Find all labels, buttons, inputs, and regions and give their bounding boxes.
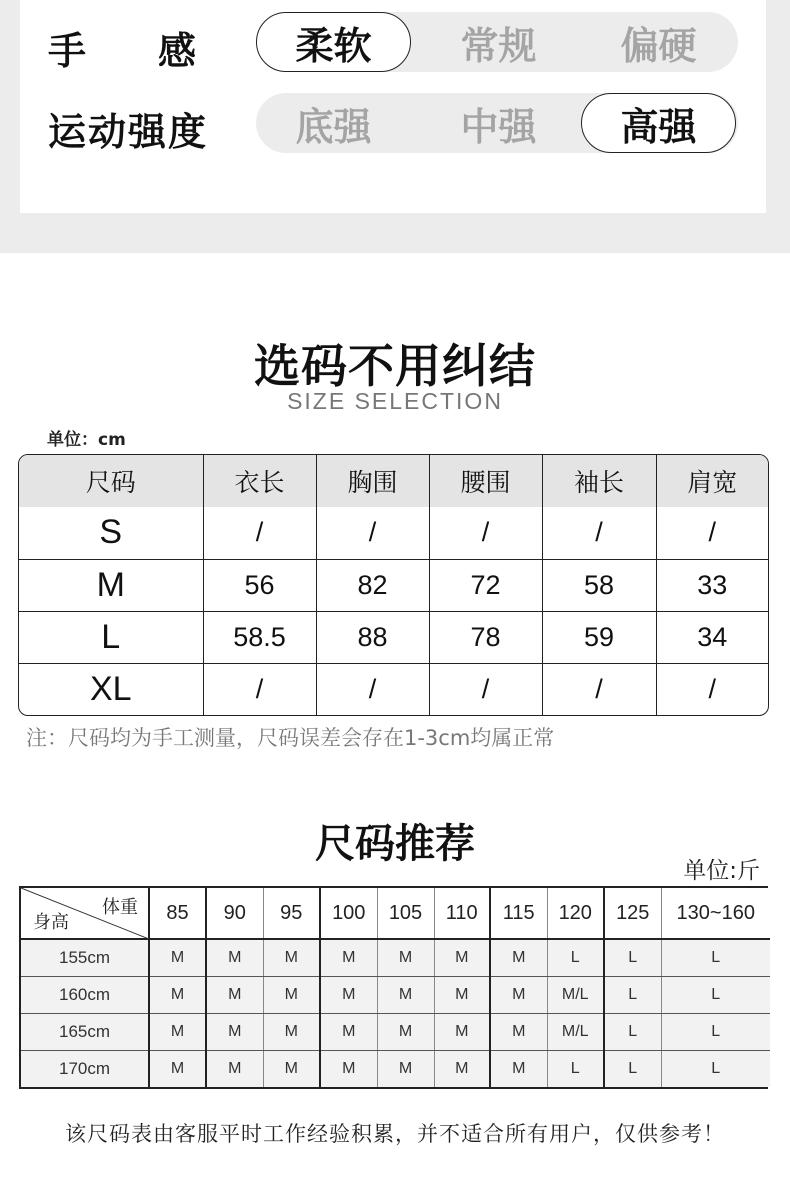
size-cell: M <box>263 976 320 1013</box>
length-cell: 56 <box>203 559 316 611</box>
stretch-option-high: 高强 <box>581 93 736 153</box>
recommendation-disclaimer: 该尺码表由客服平时工作经验积累，并不适合所有用户，仅供参考！ <box>65 1122 725 1146</box>
size-cell: M <box>490 1050 547 1087</box>
shoulder-cell: / <box>708 673 716 704</box>
size-cell: M <box>320 1050 377 1087</box>
size-chart-table <box>18 454 769 716</box>
table-row <box>19 611 768 663</box>
feel-label-char-1: 手 <box>48 29 89 73</box>
chest-cell: 82 <box>316 559 429 611</box>
column-header-waist: 腰围 <box>429 455 542 507</box>
size-cell: L <box>604 976 661 1013</box>
feel-option-firm: 偏硬 <box>620 23 697 68</box>
feel-label-char-2: 感 <box>157 29 198 73</box>
table-row <box>19 507 768 559</box>
length-cell: / <box>203 507 316 559</box>
size-cell: M/L <box>547 976 604 1013</box>
height-cell: 155cm <box>21 939 149 976</box>
size-cell: M <box>320 976 377 1013</box>
size-cell: M <box>206 1013 263 1050</box>
size-cell: M <box>206 1050 263 1087</box>
size-cell: M <box>149 976 206 1013</box>
sleeve-cell: 59 <box>542 611 656 663</box>
size-cell: M <box>377 976 434 1013</box>
feel-option-regular: 常规 <box>460 23 537 68</box>
size-cell: M <box>149 939 206 976</box>
column-header-chest: 胸围 <box>316 455 429 507</box>
table-row <box>19 663 768 715</box>
size-cell: M <box>263 1013 320 1050</box>
length-cell: / <box>203 663 316 715</box>
weight-header-cell: 115 <box>490 888 547 939</box>
height-axis-label: 身高 <box>33 912 69 933</box>
size-cell: M <box>149 1013 206 1050</box>
size-cell: M <box>434 939 490 976</box>
size-cell: L <box>661 1050 770 1087</box>
size-cell: S <box>19 507 203 559</box>
size-cell: M <box>263 1050 320 1087</box>
column-header-sleeve: 袖长 <box>542 455 656 507</box>
size-cell: L <box>604 1050 661 1087</box>
chest-cell: 88 <box>316 611 429 663</box>
size-cell: L <box>547 1050 604 1087</box>
size-cell: M <box>434 1050 490 1087</box>
table-row <box>21 1013 770 1050</box>
shoulder-cell: 34 <box>656 611 768 663</box>
size-cell: L <box>661 1013 770 1050</box>
stretch-option-low: 底强 <box>295 104 372 149</box>
height-weight-corner-cell <box>21 888 149 939</box>
height-cell: 170cm <box>21 1050 149 1087</box>
size-chart-header-row <box>19 455 768 507</box>
size-cell: L <box>604 1013 661 1050</box>
measurement-note: 注：尺码均为手工测量，尺码误差会存在1-3cm均属正常 <box>26 726 555 750</box>
height-cell: 160cm <box>21 976 149 1013</box>
size-cell: XL <box>19 663 203 715</box>
shoulder-cell: 33 <box>656 559 768 611</box>
feel-option-soft: 柔软 <box>256 12 411 72</box>
size-cell: M <box>19 559 203 611</box>
size-cell: M <box>263 939 320 976</box>
size-cell: M <box>434 976 490 1013</box>
size-cell: L <box>547 939 604 976</box>
table-row <box>21 939 770 976</box>
size-cell: M <box>320 1013 377 1050</box>
weight-header-cell: 130~160 <box>661 888 770 939</box>
feel-row <box>20 12 766 72</box>
size-cell: L <box>661 976 770 1013</box>
size-cell: L <box>604 939 661 976</box>
chest-cell: / <box>316 507 429 559</box>
size-cell: M <box>206 939 263 976</box>
stretch-label: 运动强度 <box>48 110 209 154</box>
size-cell: M <box>149 1050 206 1087</box>
sleeve-cell: / <box>542 663 656 715</box>
size-cell: M <box>377 939 434 976</box>
stretch-selector <box>256 93 738 153</box>
weight-header-row <box>21 888 770 939</box>
column-header-length: 衣长 <box>203 455 316 507</box>
size-selection-title: 选码不用纠结 <box>254 339 536 393</box>
size-cell: L <box>19 611 203 663</box>
size-cell: M <box>377 1013 434 1050</box>
waist-cell: 78 <box>429 611 542 663</box>
size-cell: M <box>490 976 547 1013</box>
weight-axis-label: 体重 <box>102 897 138 918</box>
size-cell: M <box>206 976 263 1013</box>
sleeve-cell: / <box>542 507 656 559</box>
column-header-shoulder: 肩宽 <box>656 455 768 507</box>
weight-header-cell: 120 <box>547 888 604 939</box>
weight-header-cell: 125 <box>604 888 661 939</box>
sleeve-cell: 58 <box>542 559 656 611</box>
height-cell: 165cm <box>21 1013 149 1050</box>
feel-label <box>48 20 198 75</box>
weight-header-cell: 105 <box>377 888 434 939</box>
stretch-row <box>20 93 766 153</box>
chest-cell: / <box>316 663 429 715</box>
size-recommendation-table <box>19 886 768 1089</box>
waist-cell: 72 <box>429 559 542 611</box>
size-cell: M <box>377 1050 434 1087</box>
waist-cell: / <box>429 507 542 559</box>
table-row <box>21 1050 770 1087</box>
stretch-option-medium: 中强 <box>460 104 537 149</box>
size-cell: M <box>490 1013 547 1050</box>
size-selection-subtitle: SIZE SELECTION <box>287 388 503 414</box>
table-row <box>19 559 768 611</box>
size-cell: M/L <box>547 1013 604 1050</box>
length-cell: 58.5 <box>203 611 316 663</box>
weight-header-cell: 90 <box>206 888 263 939</box>
size-recommendation-title: 尺码推荐 <box>315 821 475 867</box>
size-cell: M <box>320 939 377 976</box>
size-unit-label: 单位：cm <box>47 430 126 450</box>
feel-selector <box>256 12 738 72</box>
column-header-size: 尺码 <box>19 455 203 507</box>
size-cell: L <box>661 939 770 976</box>
waist-cell: / <box>429 663 542 715</box>
shoulder-cell: / <box>656 507 768 559</box>
weight-header-cell: 110 <box>434 888 490 939</box>
size-cell: M <box>490 939 547 976</box>
weight-header-cell: 85 <box>149 888 206 939</box>
weight-unit-label: 单位:斤 <box>683 858 760 884</box>
attribute-panel <box>20 0 766 213</box>
size-cell: M <box>434 1013 490 1050</box>
weight-header-cell: 100 <box>320 888 377 939</box>
table-row <box>21 976 770 1013</box>
weight-header-cell: 95 <box>263 888 320 939</box>
